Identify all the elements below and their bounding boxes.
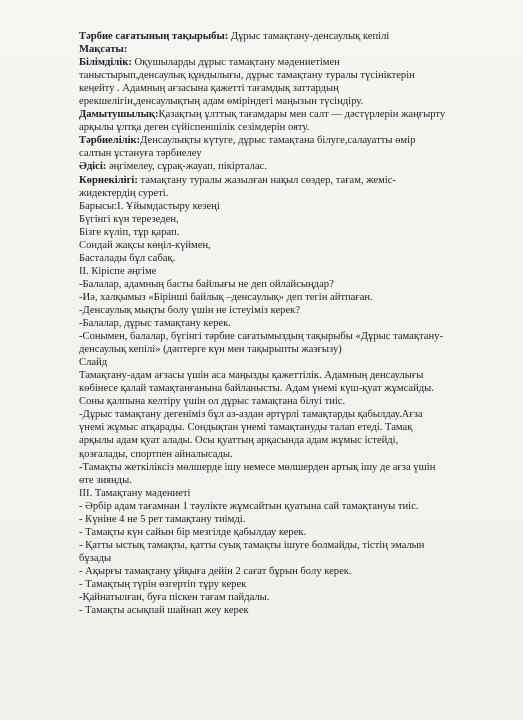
- line-text: көбінесе қалай тамақтанғанына байланысты. Адам үнемі күш-қуат жұмсайды.: [79, 383, 434, 395]
- section-label: Дамытушылық:: [79, 109, 159, 121]
- line-text: Денсаулықты күтуге, дұрыс тамақтана білуге,салауатты өмір: [140, 135, 416, 147]
- line-text: өте зиянды.: [79, 474, 132, 486]
- text-line: [79, 82, 493, 95]
- text-line: [79, 434, 493, 447]
- text-line: [79, 134, 493, 147]
- text-line: [79, 291, 493, 304]
- text-line: [79, 408, 493, 421]
- text-line: [79, 448, 493, 461]
- line-text: Дұрыс тамақтану-денсаулық кепілі: [228, 31, 390, 42]
- text-line: [79, 461, 493, 474]
- text-line: [79, 591, 493, 604]
- line-text: Тамақтану-адам ағзасы үшін аса маңызды қажеттілік. Адамның денсаулығы: [79, 370, 424, 382]
- section-label: Әдісі:: [79, 161, 107, 173]
- line-text: кеңейту . Адамның ағзасына қажетті тағамдық заттардың: [79, 83, 339, 95]
- text-line: [79, 121, 493, 134]
- line-text: -Дұрыс тамақтану дегеніміз бұл аз-аздан әртүрлі тамақтарды қабылдау.Ағза: [79, 409, 423, 421]
- text-line: [79, 30, 493, 43]
- line-text: арқылы адам қуат алады. Осы қуаттың арқасында адам жұмыс істейді,: [79, 435, 399, 447]
- text-line: [79, 343, 493, 356]
- line-text: - Ақырғы тамақтану ұйқыға дейін 2 сағат бұрын болу керек.: [79, 565, 352, 577]
- line-text: - Тамақты күн сайын бір мезгілде қабылдау керек.: [79, 526, 307, 538]
- line-text: салтын ұстануға тәрбиелеу: [79, 148, 202, 160]
- line-text: таныстырып,денсаулық құндылығы, дұрыс тамақтану туралы түсініктерін: [79, 70, 415, 82]
- line-text: -Денсаулық мықты болу үшін не істеуіміз керек?: [79, 304, 301, 316]
- line-text: Бүгінгі күн терезеден,: [79, 213, 179, 225]
- text-line: [79, 278, 493, 291]
- line-text: Сондай жақсы көңіл-күймен,: [79, 239, 211, 251]
- text-line: [79, 43, 493, 56]
- line-text: ерекшелігін,денсаулықтың адам өміріндегі маңызын түсіндіру.: [79, 96, 364, 108]
- text-line: [79, 526, 493, 539]
- line-text: бұзады: [79, 552, 112, 564]
- line-text: - Тамақтың түрін өзгертіп тұру керек: [79, 578, 247, 590]
- section-label: Білімділік:: [79, 57, 132, 69]
- text-line: [79, 304, 493, 317]
- text-line: [79, 252, 493, 265]
- line-text: -Иә, халқымыз «Бірінші байлық –денсаулық» деп тегін айтпаған.: [79, 291, 373, 303]
- text-line: [79, 513, 493, 526]
- line-text: -Сонымен, балалар, бүгінгі тәрбие сағатымыздың тақырыбы «Дұрыс тамақтану-: [79, 331, 443, 343]
- text-line: [79, 369, 493, 382]
- text-line: [79, 147, 493, 160]
- line-text: Барысы:І. Ұйымдастыру кезеңі: [79, 200, 220, 212]
- line-text: денсаулық кепілі» (дәптерге күн мен тақырыпты жазғызу): [79, 344, 342, 356]
- section-label: Тәрбие сағатының тақырыбы:: [79, 31, 229, 42]
- text-line: [79, 421, 493, 434]
- line-text: -Балалар, дұрыс тамақтану керек.: [79, 318, 231, 330]
- line-text: ІІ. Кіріспе әңгіме: [79, 265, 157, 277]
- text-line: [79, 474, 493, 487]
- line-text: тамақтану туралы жазылған нақыл сөздер, тағам, жеміс-: [137, 174, 396, 186]
- text-line: [79, 239, 493, 252]
- line-text: Слайд: [79, 357, 108, 369]
- line-text: Оқушыларды дұрыс тамақтану мәдениетімен: [131, 57, 340, 69]
- text-line: [79, 95, 493, 108]
- text-line: [79, 213, 493, 226]
- line-text: Қазақтың ұлттық тағамдары мен салт — дәстүрлерін жаңғырту: [158, 109, 446, 121]
- line-text: үнемі жұмыс атқарады. Сондықтан үнемі тамақтануды талап етеді. Тамақ: [79, 422, 413, 434]
- text-line: [79, 187, 493, 200]
- text-line: [79, 604, 493, 617]
- line-text: -Балалар, адамның басты байлығы не деп ойлайсыңдар?: [79, 278, 334, 290]
- text-line: [79, 200, 493, 213]
- text-line: [79, 226, 493, 239]
- text-line: [79, 330, 493, 343]
- line-text: - Әрбір адам тағамнан 1 тәулікте жұмсайтын қуатына сай тамақтануы тиіс.: [79, 500, 419, 512]
- text-line: [79, 539, 493, 552]
- text-line: [79, 356, 493, 369]
- text-line: [79, 552, 493, 565]
- text-line: [79, 500, 493, 513]
- text-line: [79, 69, 493, 82]
- text-line: [79, 174, 493, 187]
- text-line: [79, 487, 493, 500]
- text-line: [79, 265, 493, 278]
- line-text: Бізге күліп, тұр қарап.: [79, 226, 180, 238]
- text-line: [79, 565, 493, 578]
- line-text: -Тамақты жеткіліксіз мөлшерде ішу немесе мөлшерден артық ішу де ағза үшін: [79, 461, 436, 473]
- line-text: - Қатты ыстық тамақты, қатты суық тамақты ішуге болмайды, тістің эмалын: [79, 539, 425, 551]
- line-text: -Қайнатылған, буға піскен тағам пайдалы.: [79, 592, 270, 604]
- text-line: [79, 395, 493, 408]
- line-text: Соны қалпына келтіру үшін ол дұрыс тамақтана білуі тиіс.: [79, 396, 346, 408]
- line-text: ІІІ. Тамақтану мәдениеті: [79, 487, 191, 499]
- line-text: қозғалады, спортпен айналысады.: [79, 448, 233, 460]
- section-label: Мақсаты:: [79, 44, 128, 56]
- text-line: [79, 317, 493, 330]
- section-label: Көрнекілігі:: [79, 174, 138, 186]
- text-line: [79, 108, 493, 121]
- text-line: [79, 56, 493, 69]
- line-text: - Тамақты асықпай шайнап жеу керек: [79, 605, 249, 617]
- text-line: [79, 160, 493, 173]
- line-text: Басталады бұл сабақ.: [79, 252, 176, 264]
- line-text: - Күніне 4 не 5 рет тамақтану тиімді.: [79, 513, 246, 525]
- text-line: [79, 578, 493, 591]
- line-text: жидектердің суреті.: [79, 187, 169, 199]
- text-line: [79, 382, 493, 395]
- line-text: арқылы ұлтқа деген сүйіспеншілік сезімдерін ояту.: [79, 122, 310, 134]
- line-text: әңгімелеу, сұрақ-жауап, пікірталас.: [106, 161, 267, 173]
- section-label: Тәрбиелілік:: [79, 135, 141, 147]
- document-body: [79, 30, 493, 617]
